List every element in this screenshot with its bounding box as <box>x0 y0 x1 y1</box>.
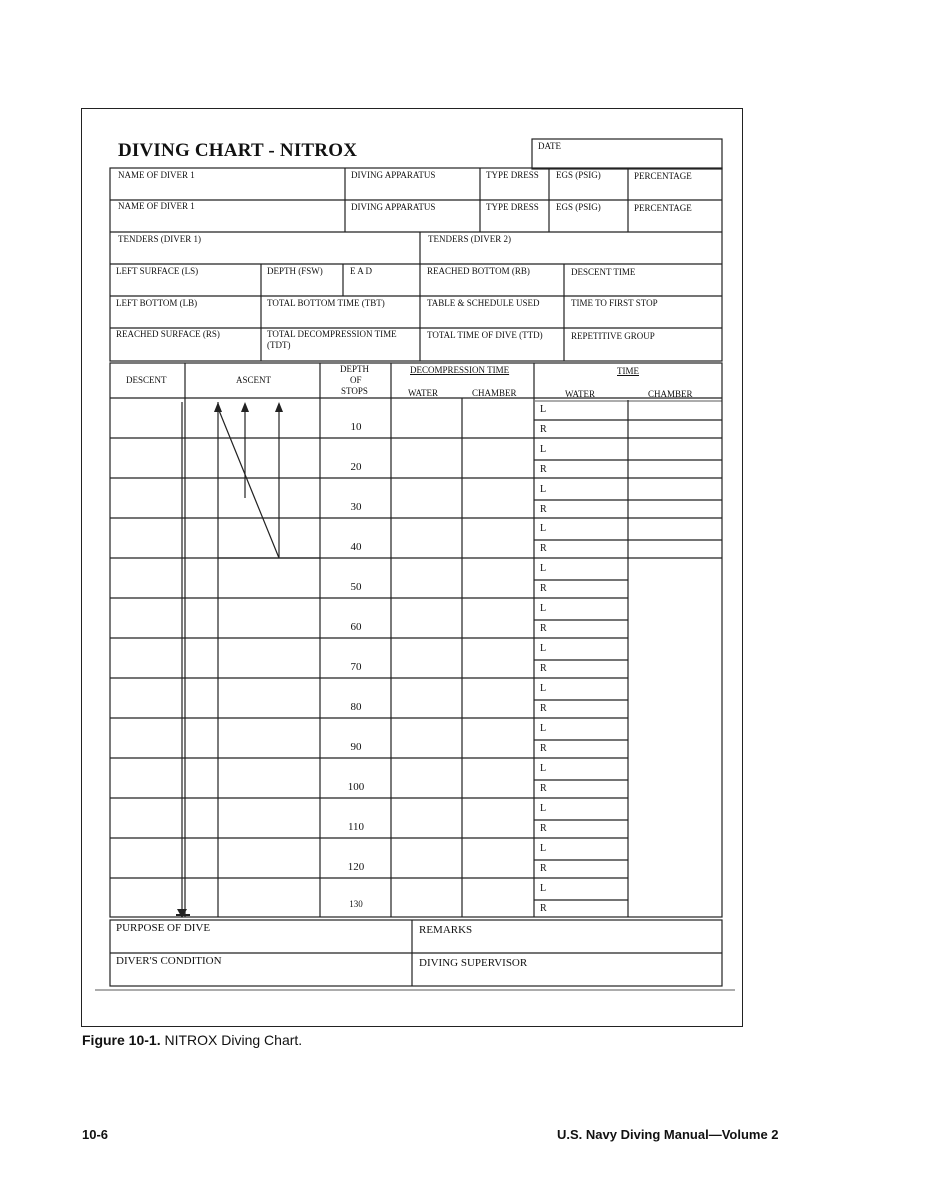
total-time-dive-label: TOTAL TIME OF DIVE (TTD) <box>427 330 543 340</box>
left-marker: L <box>540 643 547 654</box>
total-decompression-label: TOTAL DECOMPRESSION TIME <box>267 329 397 339</box>
left-marker: L <box>540 763 547 774</box>
depth-value: 110 <box>347 821 365 833</box>
ascent-header: ASCENT <box>236 375 272 385</box>
figure-text: NITROX Diving Chart. <box>164 1032 303 1048</box>
right-marker: R <box>540 623 547 634</box>
left-bottom-label: LEFT BOTTOM (LB) <box>116 298 198 308</box>
right-marker: R <box>540 543 547 554</box>
left-marker: L <box>540 843 547 854</box>
right-marker: R <box>540 703 547 714</box>
remarks-label: REMARKS <box>419 924 473 936</box>
time-water-header: WATER <box>565 389 595 399</box>
page-number: 10-6 <box>82 1127 109 1142</box>
right-marker: R <box>540 823 547 834</box>
name-diver2-label: NAME OF DIVER 1 <box>118 201 195 211</box>
type-dress-label: TYPE DRESS <box>486 170 539 180</box>
figure-caption <box>82 1032 302 1048</box>
right-marker: R <box>540 903 547 914</box>
depth-value: 90 <box>350 741 362 753</box>
left-surface-label: LEFT SURFACE (LS) <box>116 266 199 276</box>
manual-title: U.S. Navy Diving Manual—Volume 2 <box>557 1127 779 1142</box>
depth-value: 10 <box>350 421 362 433</box>
egs-label: EGS (PSIG) <box>556 170 601 180</box>
tenders-diver1-label: TENDERS (DIVER 1) <box>118 234 201 244</box>
descent-time-label: DESCENT TIME <box>571 267 636 277</box>
depth-value: 40 <box>350 541 362 553</box>
depth-value: 50 <box>350 581 362 593</box>
time-header: TIME <box>617 366 639 376</box>
left-marker: L <box>540 683 547 694</box>
diving-supervisor-label: DIVING SUPERVISOR <box>419 957 528 969</box>
right-marker: R <box>540 583 547 594</box>
reached-surface-label: REACHED SURFACE (RS) <box>116 329 220 339</box>
table-schedule-label: TABLE & SCHEDULE USED <box>427 298 540 308</box>
right-marker: R <box>540 424 547 435</box>
right-marker: R <box>540 663 547 674</box>
depth-fsw-label: DEPTH (FSW) <box>267 266 323 276</box>
reached-bottom-label: REACHED BOTTOM (RB) <box>427 266 530 276</box>
depth-value: 60 <box>350 621 362 633</box>
right-marker: R <box>540 504 547 515</box>
date-label: DATE <box>538 141 561 151</box>
depth-value: 130 <box>349 899 363 909</box>
right-marker: R <box>540 783 547 794</box>
egs-2-label: EGS (PSIG) <box>556 202 601 212</box>
depth-value: 20 <box>350 461 362 473</box>
left-marker: L <box>540 563 547 574</box>
repetitive-group-label: REPETITIVE GROUP <box>571 331 655 341</box>
depth-value: 80 <box>350 701 362 713</box>
divers-condition-label: DIVER'S CONDITION <box>116 955 222 967</box>
right-marker: R <box>540 743 547 754</box>
tenders-diver2-label: TENDERS (DIVER 2) <box>428 234 511 244</box>
decomp-chamber-header: CHAMBER <box>472 388 517 398</box>
left-marker: L <box>540 404 547 415</box>
tdt-label: (TDT) <box>267 340 291 350</box>
name-diver1-label: NAME OF DIVER 1 <box>118 170 195 180</box>
percentage-2-label: PERCENTAGE <box>634 203 692 213</box>
left-marker: L <box>540 603 547 614</box>
depth-header: DEPTH <box>340 364 369 374</box>
right-marker: R <box>540 863 547 874</box>
chart-title: DIVING CHART - NITROX <box>118 140 358 161</box>
decompression-time-header: DECOMPRESSION TIME <box>410 365 510 375</box>
figure-number: Figure 10-1. <box>82 1032 161 1048</box>
diving-apparatus-label: DIVING APPARATUS <box>351 170 436 180</box>
time-first-stop-label: TIME TO FIRST STOP <box>571 298 658 308</box>
decomp-water-header: WATER <box>408 388 438 398</box>
left-marker: L <box>540 484 547 495</box>
depth-value: 30 <box>350 501 362 513</box>
stops-header: STOPS <box>341 386 368 396</box>
time-chamber-header: CHAMBER <box>648 389 693 399</box>
left-marker: L <box>540 523 547 534</box>
ead-label: E A D <box>350 266 373 276</box>
left-marker: L <box>540 723 547 734</box>
left-marker: L <box>540 883 547 894</box>
depth-value: 70 <box>350 661 362 673</box>
descent-header: DESCENT <box>126 375 167 385</box>
right-marker: R <box>540 464 547 475</box>
of-header: OF <box>350 375 362 385</box>
depth-value: 120 <box>347 861 365 873</box>
diving-apparatus-2-label: DIVING APPARATUS <box>351 202 436 212</box>
percentage-label: PERCENTAGE <box>634 171 692 181</box>
left-marker: L <box>540 444 547 455</box>
purpose-of-dive-label: PURPOSE OF DIVE <box>116 922 211 934</box>
left-marker: L <box>540 803 547 814</box>
total-bottom-time-label: TOTAL BOTTOM TIME (TBT) <box>267 298 385 308</box>
depth-value: 100 <box>347 781 365 793</box>
type-dress-2-label: TYPE DRESS <box>486 202 539 212</box>
